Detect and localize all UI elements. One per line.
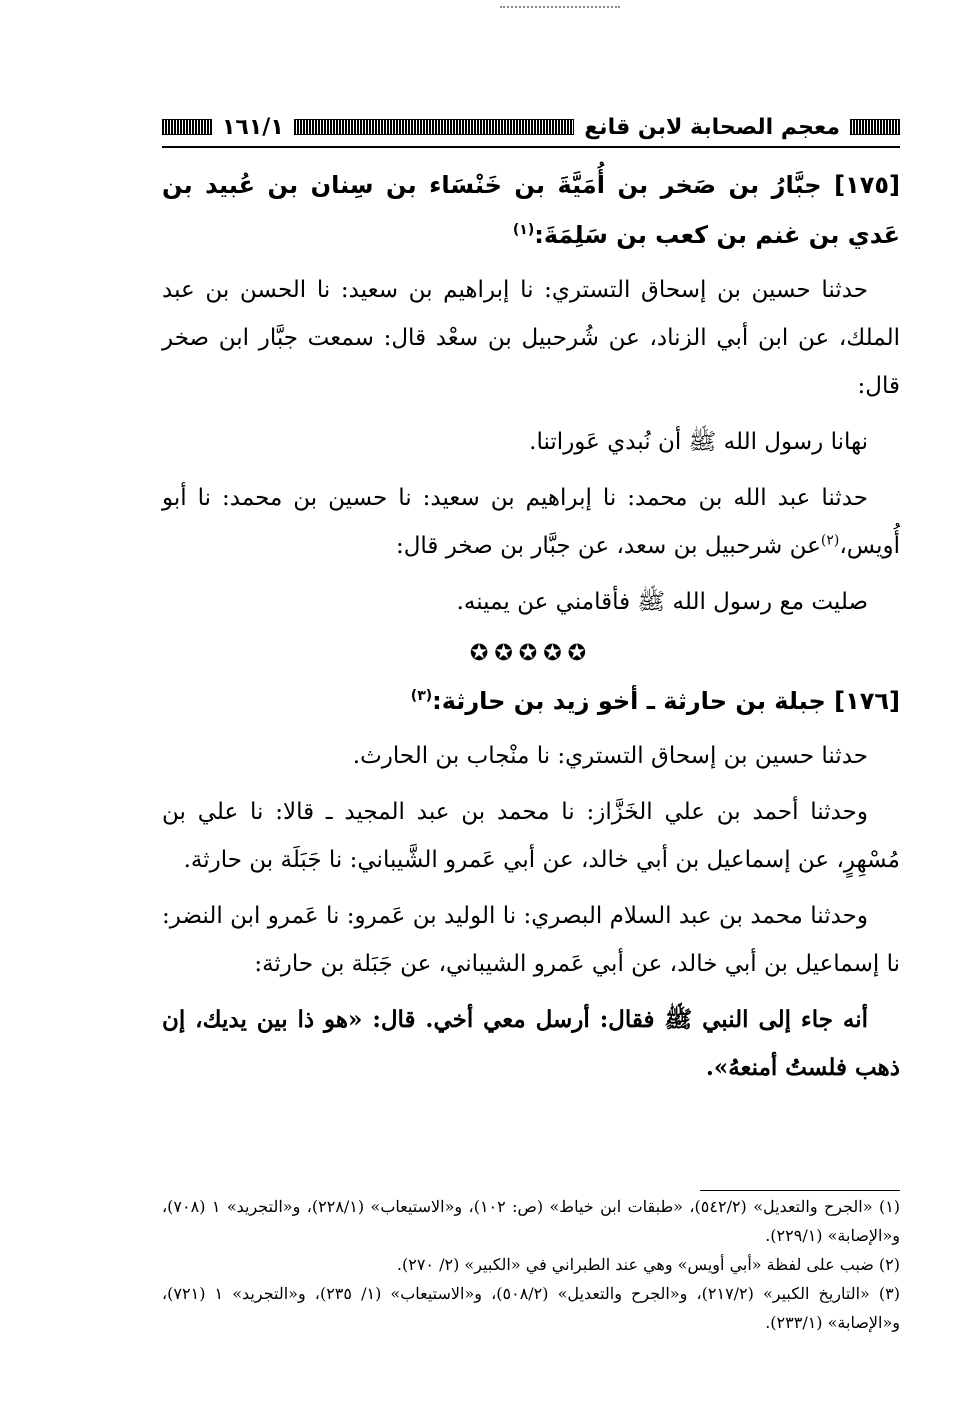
entry-175-title: [١٧٥] جبَّارُ بن صَخر بن أُمَيَّةَ بن خَنْسَاء بن سِنان بن عُبيد بن عَدي بن غنم بن كعب بن سَلِمَةَ:$^{(١)}$: [162, 171, 900, 249]
footnote: (٣) «التاريخ الكبير» (٢١٧/٢)، و«الجرح والتعديل» (٥٠٨/٢)، و«الاستيعاب» (١/ ٢٣٥)، و«التجريد» ١ (٧٢١)، و«الإصابة» (٢٣٣/١).: [162, 1284, 901, 1332]
header-rule: [162, 146, 900, 148]
page-number: ١٦١/١: [222, 114, 284, 140]
footnote-ref: (٢): [820, 532, 840, 549]
paragraph: نهانا رسول الله ﷺ أن نُبدي عَوراتنا.: [529, 429, 868, 455]
hadith-text: أنه جاء إلى النبي ﷺ فقال: أرسل معي أخي. قال: «هو ذا بين يديك، إن ذهب فلستُ أمنعهُ».: [162, 1006, 900, 1081]
footnote-ref: (١): [512, 222, 535, 238]
footnote: (٢) ضبب على لفظة «أبي أويس» وهي عند الطبراني في «الكبير» (٢/ ٢٧٠).: [396, 1255, 900, 1274]
header-ornament-left: [162, 119, 212, 135]
entry-176-title: [١٧٦] جبلة بن حارثة ـ أخو زيد بن حارثة:$^{(٣)}$: [410, 687, 900, 715]
footnote: (١) «الجرح والتعديل» (٥٤٢/٢)، «طبقات ابن خياط» (ص: ١٠٢)، و«الاستيعاب» (٢٢٨/١)، و«التجريد» ١ (٧٠٨)، و«الإصابة» (٢٢٩/١).: [162, 1197, 901, 1245]
header-ornament-right: [850, 119, 900, 135]
section-separator: ✪✪✪✪✪: [469, 641, 593, 666]
footnote-ref: (٣): [410, 688, 433, 704]
header-ornament-middle: [294, 119, 575, 135]
scan-top-mark: [500, 0, 620, 8]
paragraph: وحدثنا أحمد بن علي الخَزَّاز: نا محمد بن عبد المجيد ـ قالا: نا علي بن مُسْهِرٍ، عن إسماعيل بن أبي خالد، عن أبي عَمرو الشَّيباني: نا جَبَلَة بن حارثة.: [162, 799, 900, 873]
paragraph: وحدثنا محمد بن عبد السلام البصري: نا الوليد بن عَمرو: نا عَمرو ابن النضر: نا إسماعيل بن أبي خالد، عن أبي عَمرو الشيباني، عن جَبَلة بن حارثة:: [162, 903, 900, 977]
footnotes: [162, 1192, 900, 1337]
paragraph: حدثنا حسين بن إسحاق التستري: نا إبراهيم بن سعيد: نا الحسن بن عبد الملك، عن ابن أبي الزناد، عن شُرحبيل بن سعْد قال: سمعت جبَّار ابن صخر قال:: [162, 277, 900, 399]
paragraph: حدثنا حسين بن إسحاق التستري: نا منْجاب بن الحارث.: [352, 743, 868, 769]
paragraph: صليت مع رسول الله ﷺ فأقامني عن يمينه.: [456, 589, 868, 615]
paragraph: حدثنا عبد الله بن محمد: نا إبراهيم بن سعيد: نا حسين بن محمد: نا أبو أُويس،$^{(٢)}$عن شرحبيل بن سعد، عن جبَّار بن صخر قال:: [162, 485, 900, 559]
main-text: [162, 160, 900, 1100]
footnote-rule: [700, 1190, 900, 1191]
book-title: معجم الصحابة لابن قانع: [584, 114, 840, 140]
running-header: [162, 112, 900, 142]
